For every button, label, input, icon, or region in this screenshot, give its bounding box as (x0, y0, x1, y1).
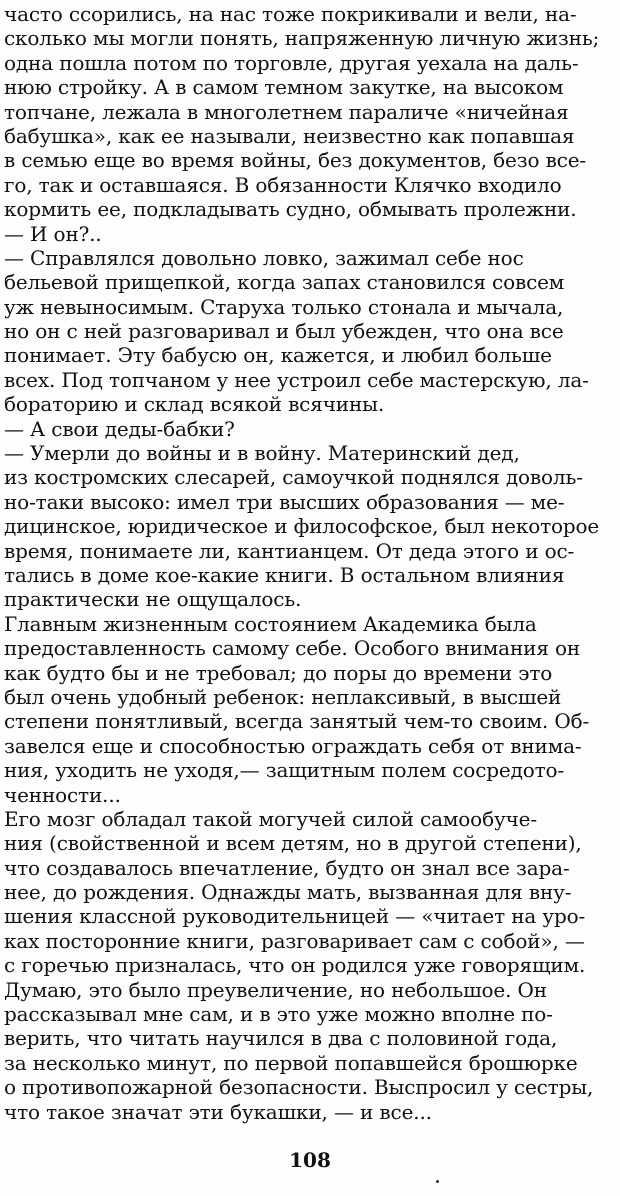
text-line: с горечью призналась, что он родился уже говорящим. (4, 953, 586, 978)
text-line: предоставленность самому себе. Особого внимания он (4, 636, 581, 661)
text-line: — Справлялся довольно ловко, зажимал себе нос (4, 245, 524, 270)
text-line: ках посторонние книги, разговаривает сам с собой», — (4, 928, 585, 953)
text-line: был очень удобный ребенок: неплаксивый, в высшей (4, 684, 562, 709)
text-line: одна пошла потом по торговле, другая уехала на даль- (4, 50, 579, 75)
text-line: сколько мы могли понять, напряженную личную жизнь; (4, 26, 600, 51)
text-line: кормить ее, подкладывать судно, обмывать пролежни. (4, 197, 577, 222)
text-line: в семью еще во время войны, без документов, безо все- (4, 148, 587, 173)
text-line: но-таки высоко: имел три высших образования — ме- (4, 489, 565, 514)
body-text (4, 2, 616, 1124)
text-line: всех. Под топчаном у нее устроил себе мастерскую, ла- (4, 367, 589, 392)
text-line: время, понимаете ли, кантианцем. От деда этого и ос- (4, 538, 575, 563)
text-line: как будто бы и не требовал; до поры до времени это (4, 660, 553, 685)
page-number: 108 (289, 1148, 331, 1172)
text-line: нюю стройку. А в самом темном закутке, на высоком (4, 75, 564, 100)
text-line: степени понятливый, всегда занятый чем-то своим. Об- (4, 709, 590, 734)
text-line: что такое значат эти букашки, — и все... (4, 1099, 432, 1124)
text-line: го, так и оставшаяся. В обязанности Клячко входило (4, 172, 562, 197)
text-line: завелся еще и способностью ограждать себя от внима- (4, 733, 582, 758)
text-line: понимает. Эту бабусю он, кажется, и любил больше (4, 343, 552, 368)
text-line: нее, до рождения. Однажды мать, вызванная для вну- (4, 880, 572, 905)
text-line: — И он?.. (4, 221, 102, 246)
text-line: ния, уходить не уходя,— защитным полем сосредото- (4, 758, 565, 783)
text-line: из костромских слесарей, самоучкой поднялся доволь- (4, 465, 583, 490)
text-line: Думаю, это было преувеличение, но небольшое. Он (4, 977, 547, 1002)
text-line: Главным жизненным состоянием Академика была (4, 611, 537, 636)
text-line: бораторию и склад всякой всячины. (4, 392, 385, 417)
text-line: дицинское, юридическое и философское, был некоторое (4, 514, 600, 539)
text-line: ния (свойственной и всем детям, но в другой степени), (4, 831, 582, 856)
text-line: о противопожарной безопасности. Выспросил у сестры, (4, 1075, 594, 1100)
text-line: тались в доме кое-какие книги. В остальном влияния (4, 562, 565, 587)
print-speck (436, 1180, 439, 1183)
text-line: — А свои деды-бабки? (4, 416, 235, 441)
text-line: что создавалось впечатление, будто он знал все зара- (4, 855, 570, 880)
text-line: но он с ней разговаривал и был убежден, что она все (4, 319, 564, 344)
text-line: — Умерли до войны и в войну. Материнский дед, (4, 441, 520, 466)
text-line: Его мозг обладал такой могучей силой самообуче- (4, 806, 537, 831)
text-line: за несколько минут, по первой попавшейся брошюрке (4, 1050, 578, 1075)
text-line: часто ссорились, на нас тоже покрикивали и вели, на- (4, 2, 577, 26)
text-line: бельевой прищепкой, когда запах становился совсем (4, 270, 565, 295)
text-line: уж невыносимым. Старуха только стонала и мычала, (4, 294, 564, 319)
text-line: бабушка», как ее называли, неизвестно как попавшая (4, 123, 575, 148)
text-line: практически не ощущалось. (4, 587, 302, 612)
text-line: ченности... (4, 782, 121, 807)
text-line: рассказывал мне сам, и в это уже можно вполне по- (4, 1002, 553, 1027)
text-line: шения классной руководительницей — «читает на уро- (4, 904, 586, 929)
text-line: верить, что читать научился в два с половиной года, (4, 1026, 558, 1051)
text-line: топчане, лежала в многолетнем параличе «ничейная (4, 99, 569, 124)
